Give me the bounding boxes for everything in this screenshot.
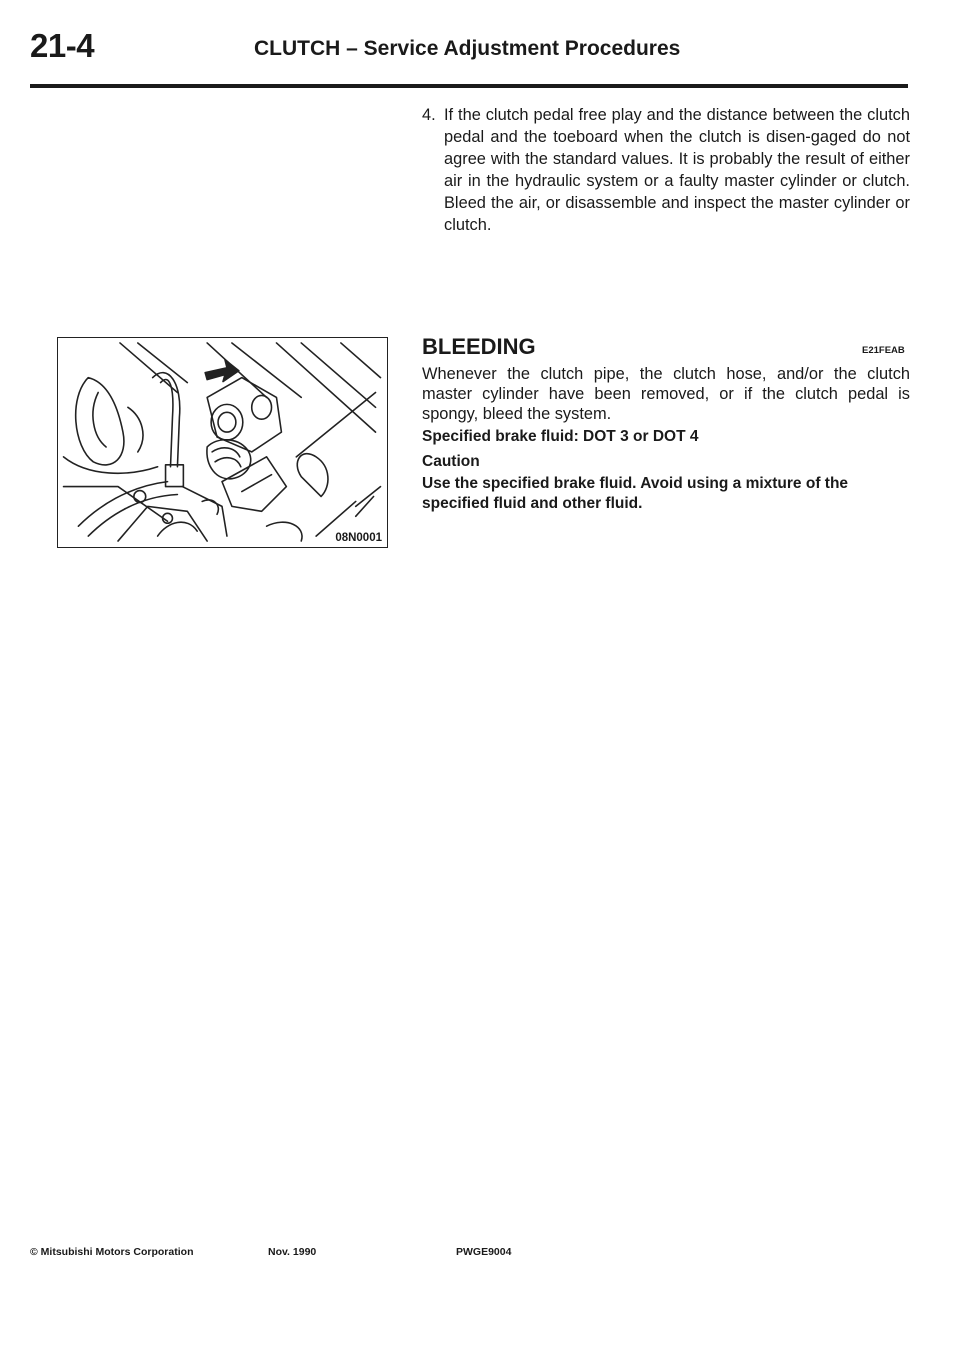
step-number: 4. bbox=[422, 106, 436, 124]
footer-date: Nov. 1990 bbox=[268, 1246, 317, 1258]
step-text: If the clutch pedal free play and the distance between the clutch pedal and the toeboard when the clutch is disen-gaged do not agree with the standard values. It is probably the result of either air in the hydraulic system or a faulty master cylinder or clutch. Bleed the air, or disassemble and inspect the master cylinder or clutch. bbox=[444, 106, 910, 234]
caution-text: Use the specified brake fluid. Avoid using a mixture of the specified fluid and other fluid. bbox=[422, 475, 849, 512]
page-number: 21-4 bbox=[30, 27, 95, 64]
caution-title: Caution bbox=[422, 453, 480, 470]
figure-code: 08N0001 bbox=[335, 532, 382, 544]
page-title: CLUTCH – Service Adjustment Procedures bbox=[254, 37, 681, 60]
section-code: E21FEAB bbox=[862, 345, 905, 356]
footer-code: PWGE9004 bbox=[456, 1246, 512, 1258]
bleeding-paragraph: Whenever the clutch pipe, the clutch hose, and/or the clutch master cylinder have been removed, or if the clutch pedal is spongy, bleed the system. bbox=[422, 365, 910, 423]
section-heading: BLEEDING bbox=[422, 334, 536, 359]
clutch-bleeder-illustration bbox=[57, 337, 388, 548]
footer-copyright: © Mitsubishi Motors Corporation bbox=[30, 1246, 194, 1258]
step-4-paragraph bbox=[422, 104, 910, 236]
specified-fluid: Specified brake fluid: DOT 3 or DOT 4 bbox=[422, 428, 699, 445]
engine-bay-drawing bbox=[58, 338, 387, 547]
header-divider bbox=[30, 84, 908, 88]
